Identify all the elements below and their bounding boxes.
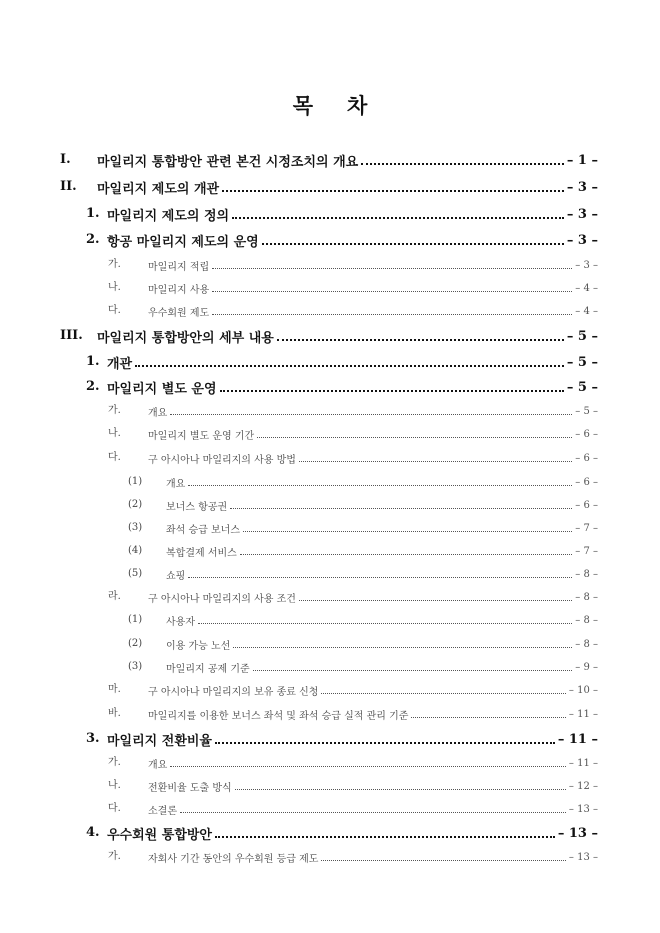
toc-entry-title: 마일리지 공제 기준 [166, 663, 250, 675]
toc-entry[interactable] [60, 177, 598, 197]
dot-leader [262, 230, 564, 250]
toc-entry-number: (5) [128, 568, 143, 579]
toc-entry-title: 구 아시아나 마일리지의 사용 조건 [148, 593, 296, 605]
toc-entry[interactable] [108, 255, 598, 275]
toc-entry[interactable] [128, 495, 598, 515]
dot-leader [188, 564, 572, 584]
toc-entry-page-number: – 3 – [566, 206, 598, 222]
toc-entry-title: 마일리지 전환비율 [107, 733, 212, 749]
toc-entry-number: 가. [108, 259, 121, 270]
toc-entry-number: 나. [108, 780, 121, 791]
toc-entry-number: 2. [86, 379, 100, 394]
dot-leader [411, 704, 565, 724]
toc-entry-title: 구 아시아나 마일리지의 보유 종료 신청 [148, 686, 319, 698]
toc-entry-page-number: – 8 – [575, 568, 598, 580]
toc-entry-number: 바. [108, 708, 121, 719]
toc-entry-title: 마일리지 통합방안의 세부 내용 [97, 330, 274, 346]
toc-entry-page-number: – 5 – [566, 379, 598, 395]
toc-entry[interactable] [108, 680, 598, 700]
toc-entry-number: (2) [128, 638, 143, 649]
toc-entry-title: 마일리지 별도 운영 [107, 381, 217, 397]
toc-entry[interactable] [108, 753, 598, 773]
toc-entry-title: 개요 [166, 478, 186, 490]
toc-title-char: 목 [292, 93, 313, 118]
toc-entry-number: 나. [108, 282, 121, 293]
toc-entry-page-number: – 7 – [575, 545, 598, 557]
dot-leader [299, 448, 572, 468]
toc-entry-page-number: – 13 – [568, 803, 598, 815]
toc-entry-title: 마일리지 통합방안 관련 본건 시정조치의 개요 [97, 154, 359, 170]
toc-entry-page-number: – 7 – [575, 522, 598, 534]
toc-entry[interactable] [128, 564, 598, 584]
toc-entry-title: 개요 [148, 759, 168, 771]
dot-leader [198, 610, 572, 630]
dot-leader [232, 204, 564, 224]
toc-entry-title: 마일리지 제도의 개관 [97, 181, 220, 197]
toc-entry-title: 마일리지를 이용한 보너스 좌석 및 좌석 승급 실적 관리 기준 [148, 710, 409, 722]
toc-entry-title: 개요 [148, 407, 168, 419]
dot-leader [180, 799, 566, 819]
toc-title-char: 차 [347, 93, 368, 118]
dot-leader [215, 729, 555, 749]
dot-leader [220, 377, 564, 397]
toc-entry-title: 마일리지 적립 [148, 261, 210, 273]
toc-entry[interactable] [108, 448, 598, 468]
dot-leader [235, 776, 566, 796]
dot-leader [240, 541, 572, 561]
toc-entry-page-number: – 3 – [566, 179, 598, 195]
dot-leader [321, 680, 565, 700]
dot-leader [253, 657, 573, 677]
toc-entry[interactable] [60, 150, 598, 170]
toc-entry[interactable] [86, 230, 598, 250]
toc-entry-number: (1) [128, 614, 143, 625]
toc-entry-number: 나. [108, 428, 121, 439]
toc-entry-page-number: – 3 – [566, 232, 598, 248]
toc-entry-number: (3) [128, 522, 143, 533]
dot-leader [243, 518, 572, 538]
toc-entry-number: (2) [128, 499, 143, 510]
toc-entry[interactable] [108, 587, 598, 607]
toc-entry-title: 마일리지 사용 [148, 284, 210, 296]
toc-entry[interactable] [108, 704, 598, 724]
toc-entry-title: 쇼핑 [166, 570, 186, 582]
toc-entry[interactable] [108, 424, 598, 444]
toc-entry-title: 좌석 승급 보너스 [166, 524, 240, 536]
toc-entry-number: 다. [108, 803, 121, 814]
toc-entry[interactable] [86, 204, 598, 224]
toc-entry-number: 마. [108, 684, 121, 695]
toc-entry-page-number: – 11 – [568, 757, 598, 769]
toc-entry-title: 항공 마일리지 제도의 운영 [107, 234, 259, 250]
toc-entry-page-number: – 1 – [566, 152, 598, 168]
toc-entry-page-number: – 5 – [566, 328, 598, 344]
toc-entry-page-number: – 6 – [575, 452, 598, 464]
dot-leader [361, 150, 564, 170]
dot-leader [170, 753, 566, 773]
toc-entry[interactable] [108, 847, 598, 867]
toc-entry-page-number: – 5 – [566, 354, 598, 370]
toc-entry-page-number: – 4 – [575, 305, 598, 317]
dot-leader [233, 634, 572, 654]
toc-entry-page-number: – 13 – [557, 825, 598, 841]
toc-entry-title: 자회사 기간 동안의 우수회원 등급 제도 [148, 853, 319, 865]
toc-entry-title: 전환비율 도출 방식 [148, 782, 232, 794]
toc-entry-page-number: – 10 – [568, 684, 598, 696]
toc-entry[interactable] [86, 352, 598, 372]
toc-entry-title: 구 아시아나 마일리지의 사용 방법 [148, 454, 296, 466]
toc-entry[interactable] [108, 799, 598, 819]
toc-entry-number: (3) [128, 661, 143, 672]
toc-entry-number: III. [60, 328, 83, 343]
dot-leader [212, 255, 572, 275]
toc-entry-page-number: – 8 – [575, 638, 598, 650]
dot-leader [277, 326, 564, 346]
dot-leader [135, 352, 564, 372]
toc-entry[interactable] [108, 776, 598, 796]
toc-entry-title: 복합결제 서비스 [166, 547, 237, 559]
toc-entry[interactable] [128, 472, 598, 492]
toc-entry-title: 보너스 항공권 [166, 501, 228, 513]
toc-entry-page-number: – 9 – [575, 661, 598, 673]
dot-leader [230, 495, 572, 515]
toc-entry-number: 1. [86, 354, 100, 369]
toc-entry[interactable] [108, 301, 598, 321]
toc-entry[interactable] [86, 729, 598, 749]
toc-entry-number: (1) [128, 476, 143, 487]
toc-entry-page-number: – 8 – [575, 591, 598, 603]
toc-entry-page-number: – 6 – [575, 476, 598, 488]
dot-leader [188, 472, 572, 492]
dot-leader [257, 424, 572, 444]
dot-leader [212, 301, 572, 321]
dot-leader [321, 847, 565, 867]
toc-entry-number: (4) [128, 545, 143, 556]
toc-entry-number: II. [60, 179, 77, 194]
toc-entry[interactable] [128, 634, 598, 654]
toc-entry-title: 이용 가능 노선 [166, 640, 231, 652]
toc-entry-page-number: – 3 – [575, 259, 598, 271]
toc-entry-number: 가. [108, 405, 121, 416]
toc-entry-number: 1. [86, 206, 100, 221]
toc-entry-title: 마일리지 별도 운영 기간 [148, 430, 255, 442]
dot-leader [212, 278, 572, 298]
dot-leader [222, 177, 564, 197]
toc-entry[interactable] [108, 278, 598, 298]
dot-leader [299, 587, 572, 607]
toc-entry-title: 소결론 [148, 805, 177, 817]
toc-entry[interactable] [128, 610, 598, 630]
toc-entry-page-number: – 6 – [575, 428, 598, 440]
toc-entry[interactable] [128, 518, 598, 538]
toc-entry-title: 사용자 [166, 616, 195, 628]
toc-entry-number: 3. [86, 731, 100, 746]
toc-entry-page-number: – 5 – [575, 405, 598, 417]
toc-entry[interactable] [128, 541, 598, 561]
toc-entry-number: 2. [86, 232, 100, 247]
toc-entry-page-number: – 6 – [575, 499, 598, 511]
toc-entry-title: 마일리지 제도의 정의 [107, 208, 230, 224]
toc-title [0, 90, 660, 120]
toc-entry-number: 가. [108, 757, 121, 768]
toc-entry-page-number: – 8 – [575, 614, 598, 626]
toc-entry-page-number: – 11 – [557, 731, 598, 747]
toc-entry-number: 다. [108, 305, 121, 316]
toc-entry-number: I. [60, 152, 71, 167]
toc-entry-number: 4. [86, 825, 100, 840]
toc-entry-page-number: – 13 – [568, 851, 598, 863]
toc-entry-title: 우수회원 제도 [148, 307, 210, 319]
toc-entry-title: 개관 [107, 356, 133, 372]
toc-entry[interactable] [128, 657, 598, 677]
toc-entry-page-number: – 11 – [568, 708, 598, 720]
toc-entry-page-number: – 4 – [575, 282, 598, 294]
dot-leader [170, 401, 572, 421]
toc-entry-number: 가. [108, 851, 121, 862]
toc-entry[interactable] [86, 823, 598, 843]
toc-entry-number: 다. [108, 452, 121, 463]
toc-entry[interactable] [60, 326, 598, 346]
toc-entry[interactable] [86, 377, 598, 397]
toc-entry-title: 우수회원 통합방안 [107, 827, 212, 843]
dot-leader [215, 823, 555, 843]
toc-entry-page-number: – 12 – [568, 780, 598, 792]
toc-entry[interactable] [108, 401, 598, 421]
toc-entry-number: 라. [108, 591, 121, 602]
